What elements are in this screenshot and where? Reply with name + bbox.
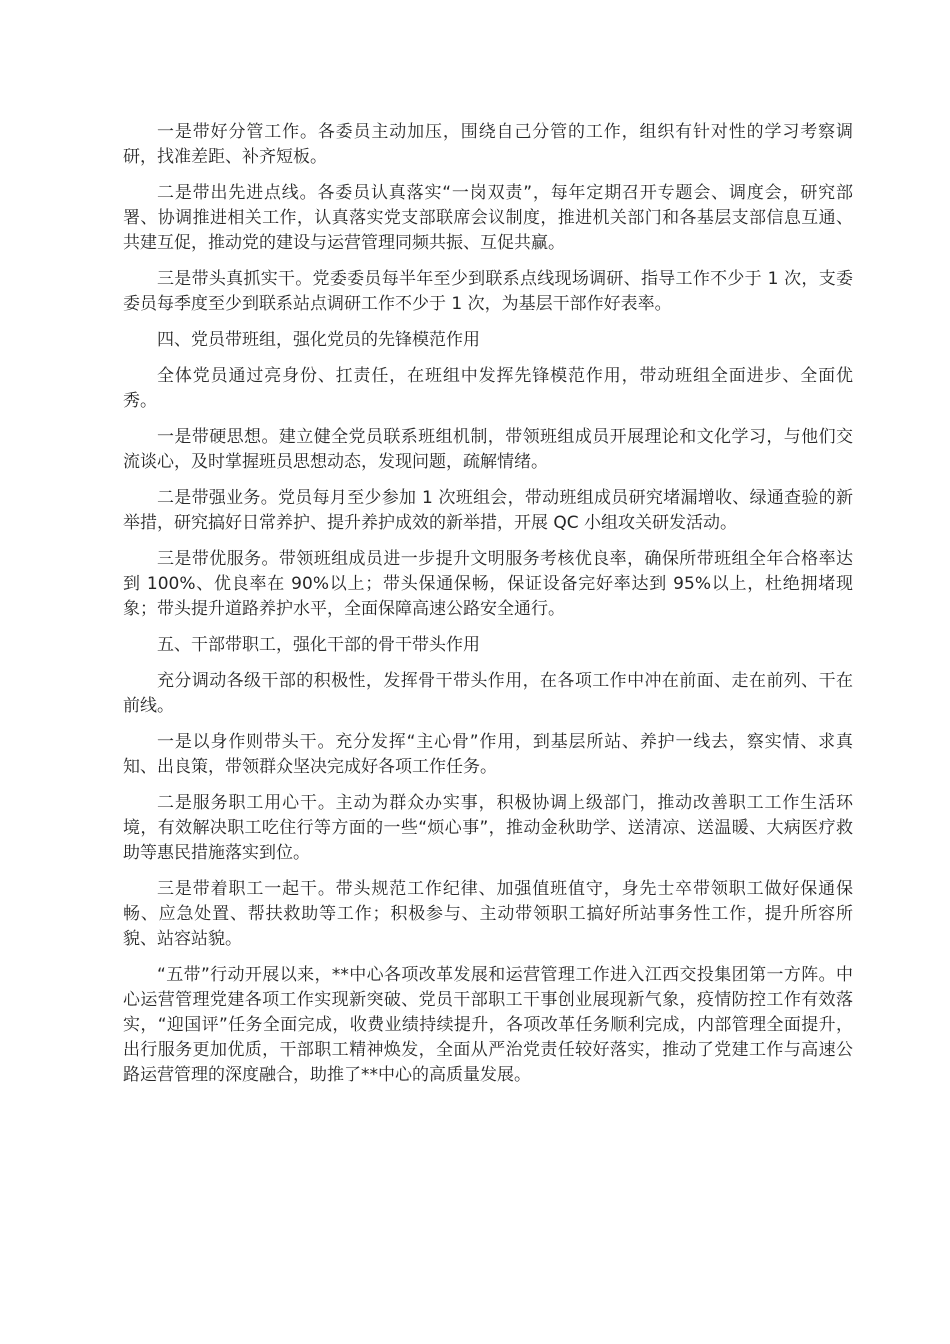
paragraph-14: “五带”行动开展以来，**中心各项改革发展和运营管理工作进入江西交投集团第一方阵。中心运营管理党建各项工作实现新突破、党员干部职工干事创业展现新气象，疫情防控工作有效落实，“迎国评”任务全面完成，收费业绩持续提升，各项改革任务顺利完成，内部管理全面提升，出行服务更加优质，干部职工精神焕发，全面从严治党责任较好落实，推动了党建工作与高速公路运营管理的深度融合，助推了**中心的高质量发展。 bbox=[123, 965, 853, 1085]
paragraph-5: 全体党员通过亮身份、扛责任，在班组中发挥先锋模范作用，带动班组全面进步、全面优秀。 bbox=[123, 366, 853, 411]
document-body bbox=[123, 120, 853, 1099]
paragraph-6: 一是带硬思想。建立健全党员联系班组机制，带领班组成员开展理论和文化学习，与他们交流谈心，及时掌握班员思想动态，发现问题，疏解情绪。 bbox=[123, 427, 853, 472]
paragraph-13: 三是带着职工一起干。带头规范工作纪律、加强值班值守，身先士卒带领职工做好保通保畅、应急处置、帮扶救助等工作；积极参与、主动带领职工搞好所站事务性工作，提升所容所貌、站容站貌。 bbox=[123, 879, 853, 949]
section-heading-4: 四、党员带班组，强化党员的先锋模范作用 bbox=[157, 330, 480, 350]
paragraph-12: 二是服务职工用心干。主动为群众办实事，积极协调上级部门，推动改善职工工作生活环境，有效解决职工吃住行等方面的一些“烦心事”，推动金秋助学、送清凉、送温暖、大病医疗救助等惠民措施落实到位。 bbox=[123, 793, 853, 863]
paragraph-11: 一是以身作则带头干。充分发挥“主心骨”作用，到基层所站、养护一线去，察实情、求真知、出良策，带领群众坚决完成好各项工作任务。 bbox=[123, 732, 853, 777]
paragraph-2: 二是带出先进点线。各委员认真落实“一岗双责”，每年定期召开专题会、调度会，研究部署、协调推进相关工作，认真落实党支部联席会议制度，推进机关部门和各基层支部信息互通、共建互促，推动党的建设与运营管理同频共振、互促共赢。 bbox=[123, 183, 853, 253]
paragraph-8: 三是带优服务。带领班组成员进一步提升文明服务考核优良率，确保所带班组全年合格率达到 100%、优良率在 90%以上；带头保通保畅，保证设备完好率达到 95%以上，杜绝拥堵现象；带头提升道路养护水平，全面保障高速公路安全通行。 bbox=[123, 549, 853, 619]
section-heading-5: 五、干部带职工，强化干部的骨干带头作用 bbox=[157, 635, 480, 655]
paragraph-7: 二是带强业务。党员每月至少参加 1 次班组会，带动班组成员研究堵漏增收、绿通查验的新举措，研究搞好日常养护、提升养护成效的新举措，开展 QC 小组攻关研发活动。 bbox=[123, 488, 853, 533]
paragraph-3: 三是带头真抓实干。党委委员每半年至少到联系点线现场调研、指导工作不少于 1 次，支委委员每季度至少到联系站点调研工作不少于 1 次，为基层干部作好表率。 bbox=[123, 269, 853, 314]
paragraph-10: 充分调动各级干部的积极性，发挥骨干带头作用，在各项工作中冲在前面、走在前列、干在前线。 bbox=[123, 671, 853, 716]
paragraph-1: 一是带好分管工作。各委员主动加压，围绕自己分管的工作，组织有针对性的学习考察调研，找准差距、补齐短板。 bbox=[123, 122, 853, 167]
